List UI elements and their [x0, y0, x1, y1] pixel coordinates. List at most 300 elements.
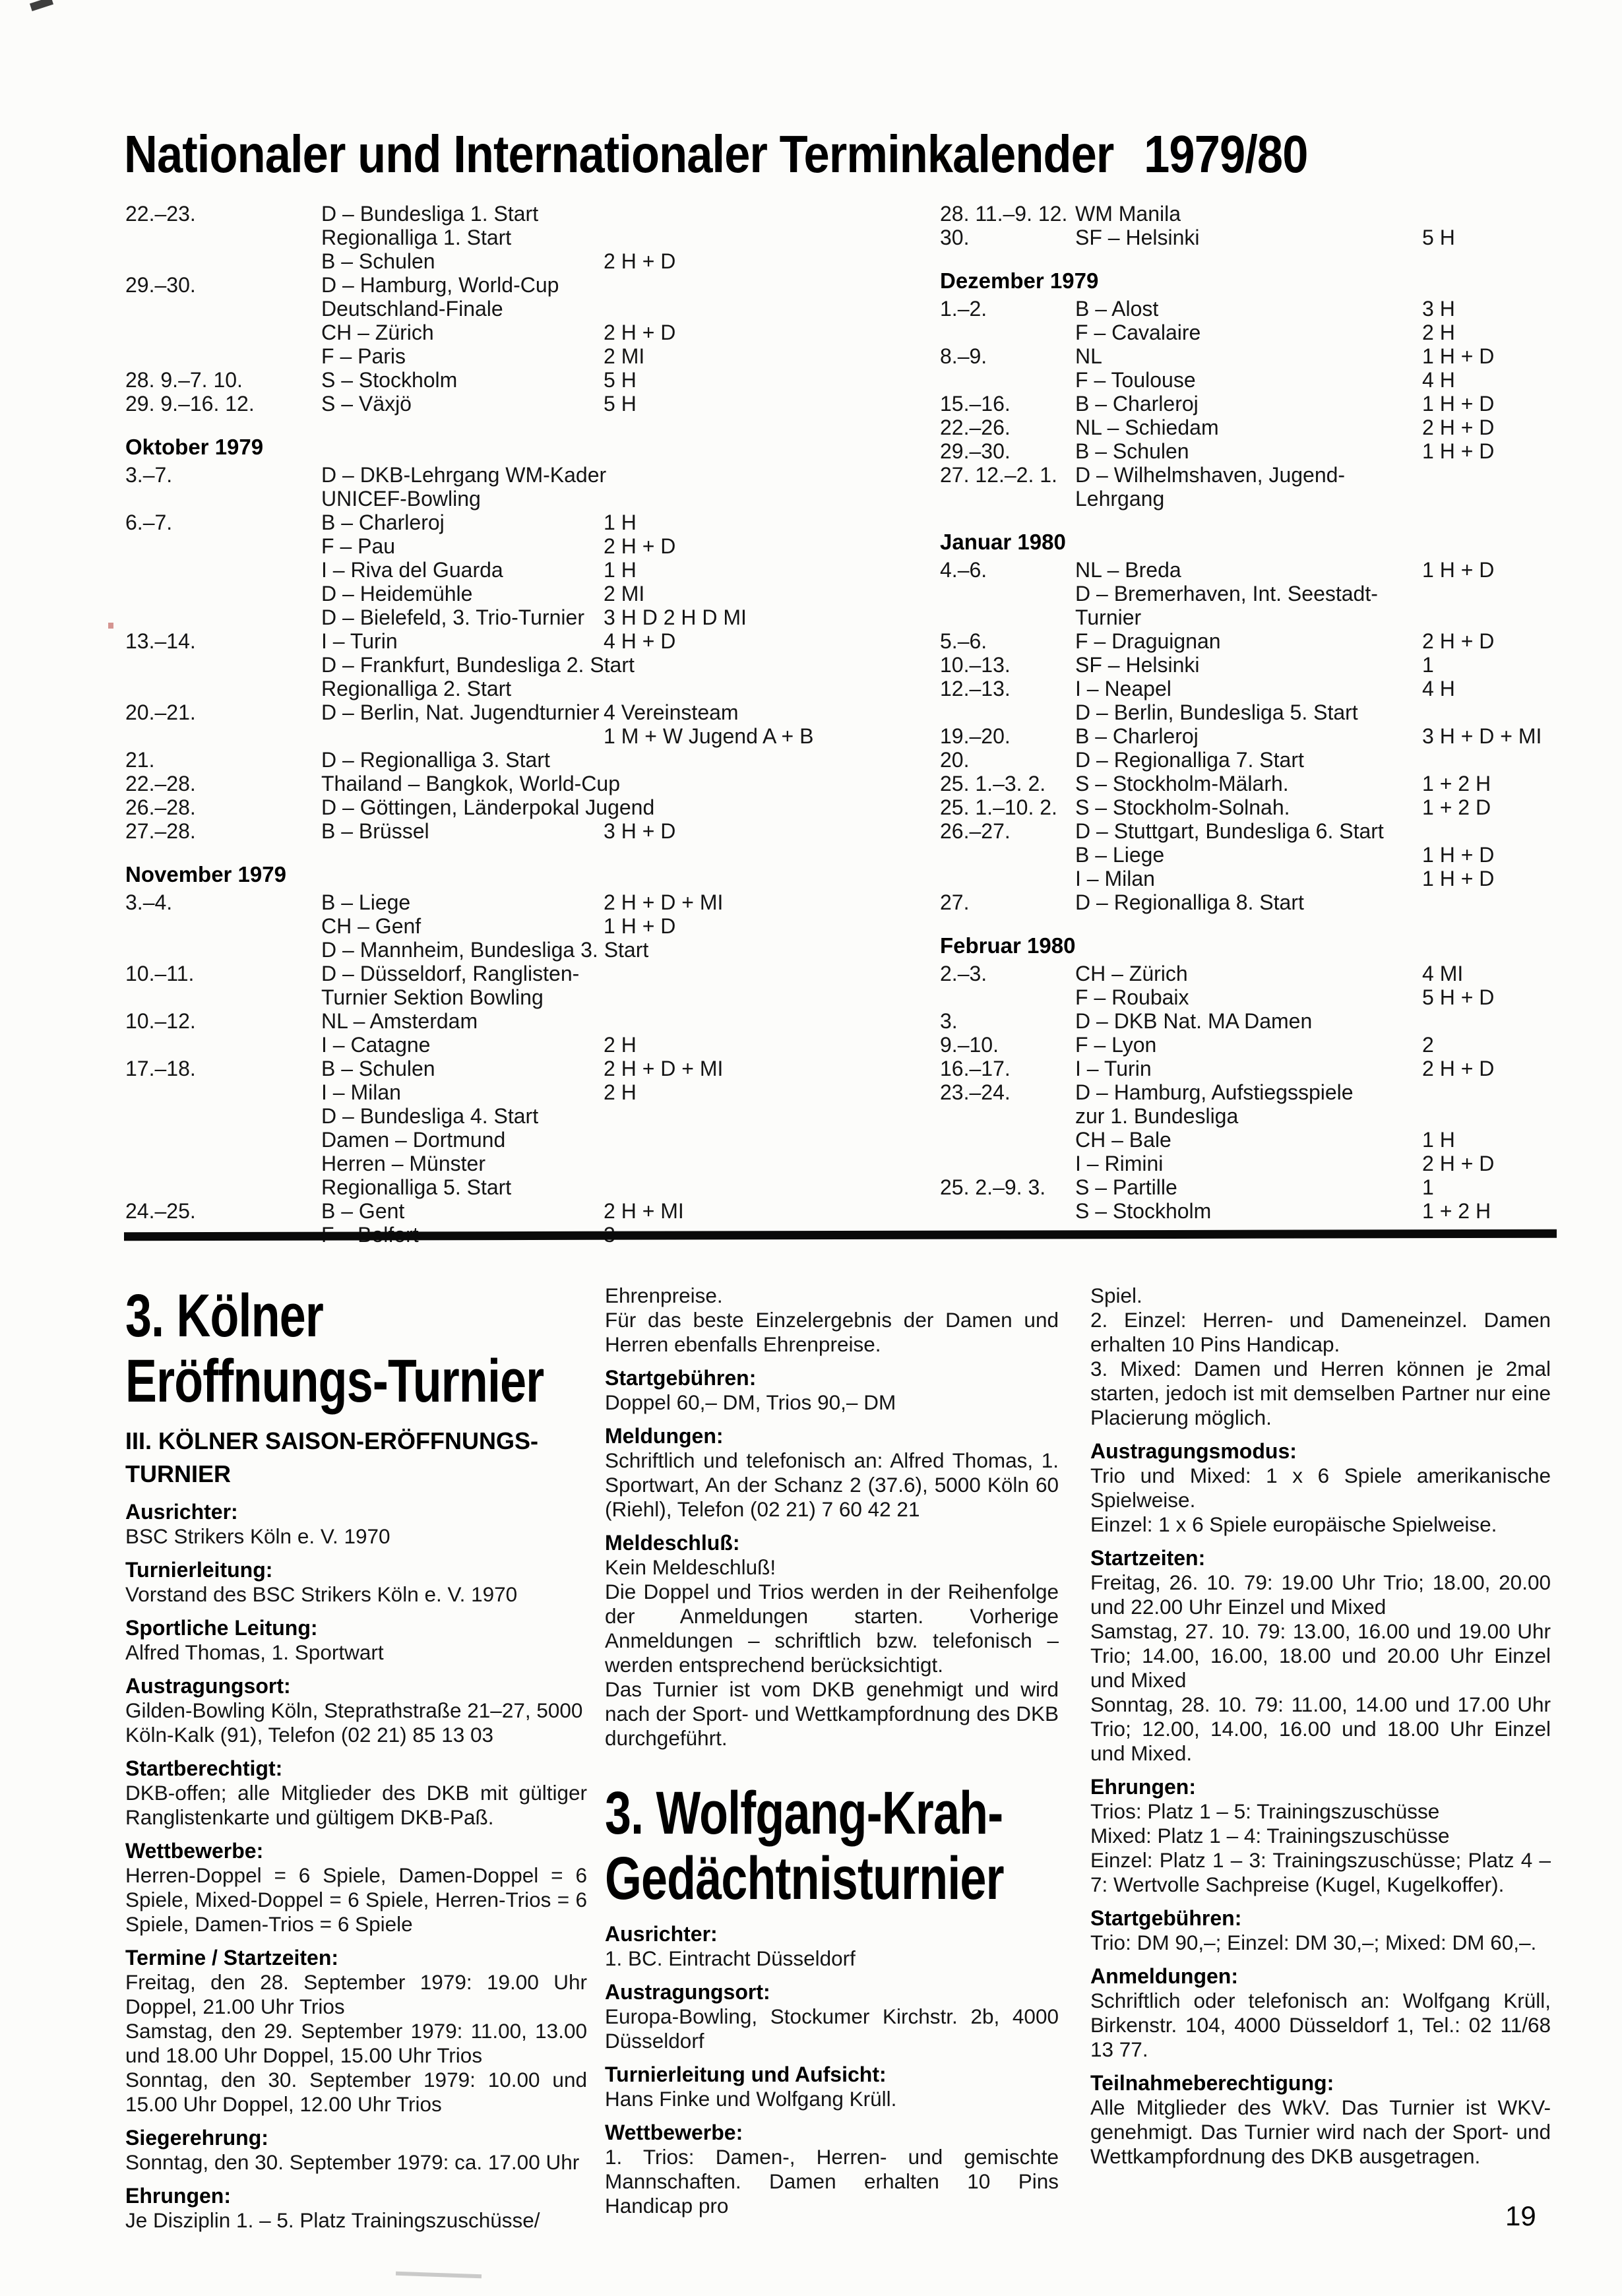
- article-subhead: [125, 1425, 587, 1491]
- event-categories: 1 M + W Jugend A + B: [604, 724, 814, 748]
- event-categories: [1422, 463, 1557, 487]
- article-section-label: Austragungsmodus:: [1090, 1439, 1297, 1463]
- article-paragraph: Freitag, den 28. September 1979: 19.00 Uhr Doppel, 21.00 Uhr Trios: [125, 1970, 587, 2018]
- calendar-entry: [125, 772, 940, 795]
- event-categories: 2 H: [1422, 321, 1455, 344]
- event-date: [940, 985, 1075, 1009]
- page-number: 19: [1505, 2200, 1536, 2231]
- event-description: D – Bremerhaven, Int. Seestadt-: [1075, 582, 1378, 605]
- event-categories: [604, 1152, 940, 1175]
- calendar-entry: [940, 867, 1557, 890]
- calendar-entry: [940, 653, 1557, 677]
- event-date: [940, 368, 1075, 392]
- calendar-month-header: Oktober 1979: [125, 435, 264, 459]
- event-categories: [620, 772, 940, 795]
- calendar-entry: [940, 1009, 1557, 1033]
- event-categories: [654, 795, 940, 819]
- calendar-entry: [940, 416, 1557, 439]
- event-date: [940, 1199, 1075, 1223]
- event-description: CH – Zürich: [1075, 962, 1188, 985]
- event-description: CH – Bale: [1075, 1128, 1171, 1152]
- article-paragraph: Einzel: 1 x 6 Spiele europäische Spielweise.: [1090, 1512, 1497, 1536]
- event-date: [125, 985, 321, 1009]
- event-date: 26.–28.: [125, 795, 196, 819]
- event-categories: 1 + 2 H: [1422, 1199, 1491, 1223]
- calendar-month-header: Januar 1980: [940, 530, 1066, 554]
- event-categories: 2 H: [604, 1080, 637, 1104]
- calendar-entry: [940, 392, 1557, 416]
- event-categories: 2 H + D: [604, 321, 676, 344]
- article-paragraph: Samstag, 27. 10. 79: 13.00, 16.00 und 19.00 Uhr Trio; 14.00, 16.00, 18.00 und 20.00 Uhr Einzel und Mixed: [1090, 1619, 1551, 1692]
- event-categories: [604, 297, 940, 321]
- article-paragraph: 3. Mixed: Damen und Herren können je 2mal starten, jedoch ist mit demselben Partner nur eine Placierung möglich.: [1090, 1357, 1551, 1429]
- calendar-entry: [125, 819, 940, 843]
- article-section-label: Startberechtigt:: [125, 1756, 283, 1780]
- calendar-entry: [125, 273, 940, 297]
- event-description: Damen – Dortmund: [321, 1128, 506, 1152]
- calendar-entry: [940, 1057, 1557, 1080]
- event-description: Deutschland-Finale: [321, 297, 503, 321]
- event-date: 4.–6.: [940, 558, 987, 582]
- event-date: [125, 321, 321, 344]
- event-description: B – Liege: [1075, 843, 1165, 867]
- event-categories: [604, 1009, 940, 1033]
- event-date: 28. 9.–7. 10.: [125, 368, 243, 392]
- calendar-month-header: Februar 1980: [940, 933, 1076, 958]
- event-description: D – Regionalliga 3. Start: [321, 748, 550, 772]
- calendar-entry: [125, 914, 940, 938]
- event-date: [940, 582, 1075, 605]
- event-date: [940, 605, 1075, 629]
- calendar-entry: [125, 1199, 940, 1223]
- event-categories: [604, 677, 940, 700]
- event-categories: [1422, 819, 1557, 843]
- event-categories: 4 H: [1422, 368, 1455, 392]
- article-paragraph: Sonntag, den 30. September 1979: 10.00 und 15.00 Uhr Doppel, 12.00 Uhr Trios: [125, 2068, 587, 2116]
- event-categories: [1422, 748, 1557, 772]
- event-date: [125, 653, 321, 677]
- event-date: [940, 1128, 1075, 1152]
- calendar-entry: [125, 748, 940, 772]
- event-date: 2.–3.: [940, 962, 987, 985]
- calendar-entry: [940, 1128, 1557, 1152]
- event-date: [125, 1033, 321, 1057]
- event-categories: 3 H + D: [604, 819, 676, 843]
- event-categories: 2 H + D: [1422, 1152, 1495, 1175]
- calendar-entry: [125, 1152, 940, 1175]
- calendar-entry: [940, 724, 1557, 748]
- event-description: Regionalliga 5. Start: [321, 1175, 512, 1199]
- article-paragraph: Schriftlich oder telefonisch an: Wolfgang Krüll, Birkenstr. 104, 4000 Düsseldorf 1, Tel.: 02 11/68 13 77.: [1090, 1989, 1551, 2061]
- article-headline-line: 3. Wolfgang-Krah-: [605, 1780, 1003, 1847]
- article-section-label: Turnierleitung:: [125, 1558, 273, 1582]
- event-categories: [604, 748, 940, 772]
- calendar-entry: [940, 297, 1557, 321]
- event-description: F – Paris: [321, 344, 406, 368]
- calendar-entry: [125, 890, 940, 914]
- event-description: Regionalliga 2. Start: [321, 677, 512, 700]
- article-section-label: Siegerehrung:: [125, 2126, 268, 2150]
- event-categories: 5 H: [604, 368, 637, 392]
- event-categories: [604, 226, 940, 249]
- event-description: I – Neapel: [1075, 677, 1171, 700]
- event-date: 26.–27.: [940, 819, 1011, 843]
- event-description: S – Stockholm-Mälarh.: [1075, 772, 1289, 795]
- article-headline: [605, 1781, 1059, 1911]
- article-paragraph: Schriftlich und telefonisch an: Alfred Thomas, 1. Sportwart, An der Schanz 2 (37.6), 5000 Köln 60 (Riehl), Telefon (02 21) 7 60 42 21: [605, 1448, 1059, 1521]
- event-categories: [604, 985, 940, 1009]
- event-categories: 1: [1422, 1175, 1434, 1199]
- calendar-entry: [940, 1104, 1557, 1128]
- calendar-entry: [125, 962, 940, 985]
- article-paragraph: Ehrenpreise.: [605, 1284, 723, 1307]
- event-date: 20.: [940, 748, 970, 772]
- event-description: D – Göttingen, Länderpokal Jugend: [321, 795, 655, 819]
- event-date: [940, 321, 1075, 344]
- event-description: UNICEF-Bowling: [321, 487, 481, 511]
- event-description: D – Berlin, Bundesliga 5. Start: [1075, 700, 1358, 724]
- event-date: 22.–28.: [125, 772, 196, 795]
- calendar-entry: [940, 677, 1557, 700]
- event-date: 16.–17.: [940, 1057, 1011, 1080]
- event-date: 17.–18.: [125, 1057, 196, 1080]
- event-description: NL: [1075, 344, 1102, 368]
- event-date: 25. 1.–10. 2.: [940, 795, 1057, 819]
- scan-artifact: [30, 0, 53, 11]
- event-categories: 1 H + D: [1422, 344, 1495, 368]
- event-description: D – Bielefeld, 3. Trio-Turnier: [321, 605, 584, 629]
- event-date: [125, 724, 321, 748]
- article-paragraph: 2. Einzel: Herren- und Dameneinzel. Damen erhalten 10 Pins Handicap.: [1090, 1308, 1551, 1356]
- event-categories: [1422, 1080, 1557, 1104]
- article-paragraph: Einzel: Platz 1 – 3: Trainingszuschüsse; Platz 4 – 7: Wertvolle Sachpreise (Kugel, Kugelkoffer).: [1090, 1848, 1551, 1896]
- event-categories: [604, 487, 940, 511]
- event-categories: [635, 653, 940, 677]
- article-section-label: Austragungsort:: [605, 1980, 770, 2004]
- event-date: [940, 487, 1075, 511]
- calendar-entry: [940, 985, 1557, 1009]
- event-date: 13.–14.: [125, 629, 196, 653]
- event-date: 23.–24.: [940, 1080, 1011, 1104]
- event-categories: 4 MI: [1422, 962, 1464, 985]
- event-date: [125, 582, 321, 605]
- event-description: S – Stockholm-Solnah.: [1075, 795, 1290, 819]
- article-column-3: [1090, 1284, 1551, 2169]
- event-description: D – Berlin, Nat. Jugendturnier: [321, 700, 600, 724]
- event-categories: 2 H + D: [604, 534, 676, 558]
- calendar-entry: [940, 558, 1557, 582]
- calendar-right-column: [940, 202, 1557, 1247]
- article-section-label: Teilnahmeberechtigung:: [1090, 2071, 1334, 2095]
- event-date: 25. 2.–9. 3.: [940, 1175, 1046, 1199]
- event-description: I – Milan: [321, 1080, 401, 1104]
- calendar-entry: [125, 511, 940, 534]
- event-categories: 4 Vereinsteam: [604, 700, 739, 724]
- article-paragraph: Vorstand des BSC Strikers Köln e. V. 1970: [125, 1582, 518, 1606]
- event-description: B – Schulen: [1075, 439, 1189, 463]
- calendar-entry: [940, 582, 1557, 605]
- event-categories: 2 H + MI: [604, 1199, 684, 1223]
- article-section-label: Ausrichter:: [125, 1500, 238, 1524]
- article-section-label: Ausrichter:: [605, 1922, 718, 1946]
- article-paragraph: 1. Trios: Damen-, Herren- und gemischte Mannschaften. Damen erhalten 10 Pins Handicap pro: [605, 2145, 1059, 2218]
- event-categories: 5 H: [1422, 226, 1455, 249]
- event-date: [940, 1152, 1075, 1175]
- event-date: [125, 249, 321, 273]
- event-description: D – Düsseldorf, Ranglisten-: [321, 962, 580, 985]
- event-date: [125, 938, 321, 962]
- event-categories: [1422, 487, 1557, 511]
- calendar-entry: [940, 487, 1557, 511]
- article-paragraph: 1. BC. Eintracht Düsseldorf: [605, 1946, 856, 1970]
- event-description: I – Turin: [321, 629, 398, 653]
- calendar-entry: [125, 392, 940, 416]
- article-section-label: Austragungsort:: [125, 1674, 291, 1698]
- event-description: NL – Amsterdam: [321, 1009, 478, 1033]
- event-description: D – Bundesliga 4. Start: [321, 1104, 539, 1128]
- calendar-entry: [125, 1033, 940, 1057]
- event-categories: 3 H D 2 H D MI: [604, 605, 747, 629]
- calendar-entry: [940, 962, 1557, 985]
- article-paragraph: Spiel.: [1090, 1284, 1142, 1307]
- calendar-entry: [125, 629, 940, 653]
- event-categories: [1422, 605, 1557, 629]
- event-description: S – Växjö: [321, 392, 412, 416]
- event-description: Turnier Sektion Bowling: [321, 985, 544, 1009]
- event-date: 27. 12.–2. 1.: [940, 463, 1057, 487]
- calendar-entry: [125, 1009, 940, 1033]
- calendar-entry: [125, 1057, 940, 1080]
- calendar-entry: [940, 605, 1557, 629]
- event-categories: 2 H + D: [1422, 416, 1495, 439]
- event-date: [125, 344, 321, 368]
- event-date: 28. 11.–9. 12.: [940, 202, 1068, 226]
- event-description: SF – Helsinki: [1075, 653, 1200, 677]
- calendar-entry: [940, 700, 1557, 724]
- event-description: NL – Breda: [1075, 558, 1181, 582]
- calendar-entry: [125, 1104, 940, 1128]
- event-date: 24.–25.: [125, 1199, 196, 1223]
- calendar-entry: [940, 226, 1557, 249]
- event-categories: [1422, 700, 1557, 724]
- calendar-entry: [125, 700, 940, 724]
- event-categories: [1422, 1009, 1557, 1033]
- article-paragraph: Samstag, den 29. September 1979: 11.00, 13.00 und 18.00 Uhr Doppel, 15.00 Uhr Trios: [125, 2019, 587, 2067]
- calendar-entry: [125, 582, 940, 605]
- event-description: D – Frankfurt, Bundesliga 2. Start: [321, 653, 635, 677]
- calendar-entry: [125, 534, 940, 558]
- calendar-entry: [940, 748, 1557, 772]
- article-paragraph: Gilden-Bowling Köln, Steprathstraße 21–27, 5000 Köln-Kalk (91), Telefon (02 21) 85 13 03: [125, 1698, 583, 1747]
- event-date: 27.: [940, 890, 970, 914]
- article-paragraph: Trio: DM 90,–; Einzel: DM 30,–; Mixed: DM 60,–.: [1090, 1931, 1537, 1954]
- event-calendar: [125, 202, 1557, 1247]
- article-paragraph: Je Disziplin 1. – 5. Platz Trainingszuschüsse/: [125, 2208, 540, 2232]
- event-date: 29. 9.–16. 12.: [125, 392, 255, 416]
- event-categories: [604, 1175, 940, 1199]
- calendar-entry: [940, 321, 1557, 344]
- event-categories: [604, 1104, 940, 1128]
- calendar-entry: [940, 819, 1557, 843]
- article-paragraph: Trio und Mixed: 1 x 6 Spiele amerikanische Spielweise.: [1090, 1464, 1551, 1512]
- event-description: I – Turin: [1075, 1057, 1152, 1080]
- article-paragraph: Alfred Thomas, 1. Sportwart: [125, 1640, 384, 1664]
- event-categories: 5 H + D: [1422, 985, 1495, 1009]
- event-categories: 2 MI: [604, 582, 645, 605]
- event-description: Regionalliga 1. Start: [321, 226, 512, 249]
- event-description: D – Bundesliga 1. Start: [321, 202, 539, 226]
- event-date: 22.–23.: [125, 202, 196, 226]
- event-categories: 2 H + D: [604, 249, 676, 273]
- event-description: CH – Zürich: [321, 321, 434, 344]
- article-paragraph: Herren-Doppel = 6 Spiele, Damen-Doppel = 6 Spiele, Mixed-Doppel = 6 Spiele, Herren-Trios = 6 Spiele, Damen-Trios = 6 Spiele: [125, 1863, 587, 1936]
- event-date: 20.–21.: [125, 700, 196, 724]
- calendar-entry: [125, 938, 940, 962]
- event-date: 8.–9.: [940, 344, 987, 368]
- event-categories: [1422, 890, 1557, 914]
- event-date: 22.–26.: [940, 416, 1011, 439]
- event-categories: 2 H + D + MI: [604, 1057, 724, 1080]
- event-date: [940, 867, 1075, 890]
- event-date: 25. 1.–3. 2.: [940, 772, 1046, 795]
- article-headline-line: Gedächtnisturnier: [605, 1845, 1004, 1912]
- event-description: NL – Schiedam: [1075, 416, 1219, 439]
- event-description: I – Catagne: [321, 1033, 431, 1057]
- event-categories: 2 MI: [604, 344, 645, 368]
- event-date: 3.–7.: [125, 463, 173, 487]
- event-date: 27.–28.: [125, 819, 196, 843]
- event-date: 3.–4.: [125, 890, 173, 914]
- calendar-entry: [125, 1080, 940, 1104]
- event-categories: 1 H + D: [1422, 558, 1495, 582]
- article-section-label: Startgebühren:: [1090, 1906, 1242, 1930]
- event-categories: [606, 463, 940, 487]
- calendar-entry: [940, 368, 1557, 392]
- calendar-entry: [125, 321, 940, 344]
- event-description: CH – Genf: [321, 914, 421, 938]
- scan-artifact: [108, 623, 113, 629]
- event-date: [125, 605, 321, 629]
- article-paragraph: Doppel 60,– DM, Trios 90,– DM: [605, 1390, 896, 1414]
- event-description: B – Charleroj: [1075, 392, 1199, 416]
- event-description: D – Wilhelmshaven, Jugend-: [1075, 463, 1346, 487]
- calendar-month-header: Dezember 1979: [940, 268, 1099, 293]
- article-paragraph: Mixed: Platz 1 – 4: Trainingszuschüsse: [1090, 1824, 1450, 1847]
- event-date: [125, 1175, 321, 1199]
- article-paragraph: Alle Mitglieder des WkV. Das Turnier ist WKV-genehmigt. Das Turnier wird nach der Sport- und Wettkampfordnung des DKB ausgetragen.: [1090, 2095, 1551, 2168]
- event-date: [125, 677, 321, 700]
- event-categories: 1 H + D: [1422, 843, 1495, 867]
- calendar-entry: [125, 605, 940, 629]
- event-description: D – Hamburg, Aufstiegsspiele: [1075, 1080, 1354, 1104]
- calendar-entry: [940, 1080, 1557, 1104]
- event-description: Thailand – Bangkok, World-Cup: [321, 772, 620, 795]
- calendar-entry: [940, 1199, 1557, 1223]
- scan-artifact: [396, 2272, 482, 2279]
- event-description: S – Partille: [1075, 1175, 1177, 1199]
- event-description: B – Charleroj: [321, 511, 445, 534]
- event-categories: 1 H + D: [1422, 392, 1495, 416]
- event-date: 5.–6.: [940, 629, 987, 653]
- event-categories: 1 H: [604, 511, 637, 534]
- event-description: I – Milan: [1075, 867, 1155, 890]
- event-description: B – Gent: [321, 1199, 405, 1223]
- calendar-entry: [940, 772, 1557, 795]
- event-date: 3.: [940, 1009, 958, 1033]
- article-section-label: Ehrungen:: [1090, 1775, 1196, 1799]
- calendar-entry: [940, 1152, 1557, 1175]
- event-description: B – Alost: [1075, 297, 1159, 321]
- calendar-entry: [940, 439, 1557, 463]
- calendar-entry: [940, 202, 1557, 226]
- article-paragraph: Die Doppel und Trios werden in der Reihenfolge der Anmeldungen starten. Vorherige Anmeldungen – schriftlich bzw. telefonisch – werden entsprechend berücksichtigt.: [605, 1580, 1059, 1677]
- event-date: [125, 914, 321, 938]
- event-date: [940, 843, 1075, 867]
- calendar-entry: [125, 1128, 940, 1152]
- event-description: F – Pau: [321, 534, 396, 558]
- page-title-year: 1979/80: [1144, 125, 1308, 183]
- event-description: D – Regionalliga 7. Start: [1075, 748, 1304, 772]
- calendar-entry: [125, 297, 940, 321]
- event-categories: [1422, 1104, 1557, 1128]
- calendar-entry: [940, 344, 1557, 368]
- calendar-entry: [940, 795, 1557, 819]
- event-categories: 1 H + D: [1422, 439, 1495, 463]
- event-date: [940, 1104, 1075, 1128]
- calendar-entry: [125, 249, 940, 273]
- event-categories: 1 H: [1422, 1128, 1455, 1152]
- event-description: S – Stockholm: [1075, 1199, 1212, 1223]
- calendar-entry: [125, 677, 940, 700]
- event-description: D – DKB-Lehrgang WM-Kader: [321, 463, 607, 487]
- article-section-label: Meldungen:: [605, 1424, 724, 1448]
- event-date: [125, 534, 321, 558]
- article-section-label: Turnierleitung und Aufsicht:: [605, 2063, 887, 2086]
- event-description: zur 1. Bundesliga: [1075, 1104, 1239, 1128]
- event-categories: 2 H: [604, 1033, 637, 1057]
- article-section-label: Startgebühren:: [605, 1366, 757, 1390]
- event-categories: 1 + 2 H: [1422, 772, 1491, 795]
- event-date: 29.–30.: [125, 273, 196, 297]
- event-description: F – Lyon: [1075, 1033, 1157, 1057]
- event-date: [940, 700, 1075, 724]
- event-description: D – DKB Nat. MA Damen: [1075, 1009, 1313, 1033]
- event-date: 10.–13.: [940, 653, 1011, 677]
- event-date: 21.: [125, 748, 155, 772]
- calendar-entry: [940, 1175, 1557, 1199]
- event-description: B – Schulen: [321, 1057, 435, 1080]
- article-section-label: Wettbewerbe:: [605, 2121, 743, 2144]
- event-date: [125, 1128, 321, 1152]
- event-date: 6.–7.: [125, 511, 173, 534]
- calendar-entry: [125, 985, 940, 1009]
- event-date: [125, 1080, 321, 1104]
- calendar-entry: [125, 463, 940, 487]
- event-categories: [648, 938, 940, 962]
- article-subhead-line: III. KÖLNER SAISON-ERÖFFNUNGS-: [125, 1427, 539, 1454]
- article-paragraph: Trios: Platz 1 – 5: Trainingszuschüsse: [1090, 1799, 1440, 1823]
- event-description: D – Regionalliga 8. Start: [1075, 890, 1304, 914]
- article-paragraph: BSC Strikers Köln e. V. 1970: [125, 1524, 390, 1548]
- event-categories: [1422, 202, 1557, 226]
- article-paragraph: Das Turnier ist vom DKB genehmigt und wird nach der Sport- und Wettkampfordnung des DKB durchgeführt.: [605, 1677, 1059, 1750]
- event-date: 12.–13.: [940, 677, 1011, 700]
- page-title: [124, 124, 1307, 185]
- article-headline: [125, 1284, 587, 1414]
- event-date: 1.–2.: [940, 297, 987, 321]
- page-title-text: Nationaler und Internationaler Terminkalender: [124, 125, 1114, 183]
- event-description: SF – Helsinki: [1075, 226, 1200, 249]
